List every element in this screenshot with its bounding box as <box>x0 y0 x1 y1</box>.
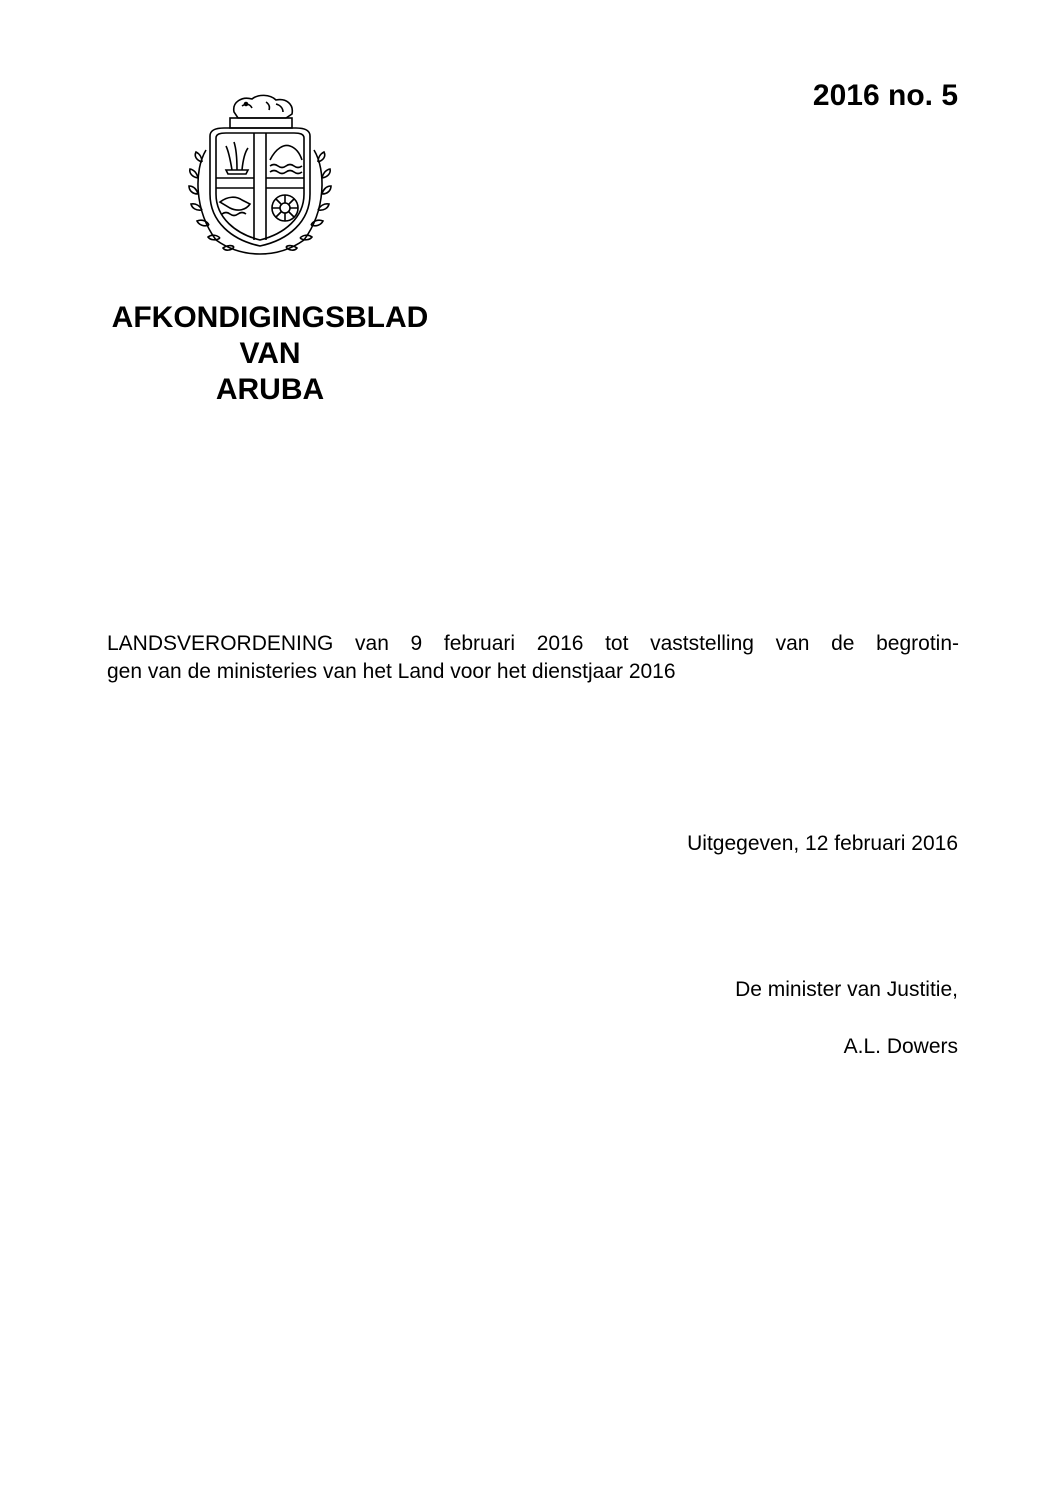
signatory-name: A.L. Dowers <box>843 1035 958 1058</box>
masthead-line-2: VAN <box>239 337 301 370</box>
masthead-line-3: ARUBA <box>215 373 325 406</box>
masthead-line-1: AFKONDIGINGSBLAD <box>111 301 429 334</box>
document-title-line-2: gen van de ministeries van het Land voor het dienstjaar 2016 <box>107 660 676 683</box>
document-title <box>107 630 959 686</box>
masthead <box>95 300 445 408</box>
minister-title: De minister van Justitie, <box>735 978 958 1001</box>
issued-date: Uitgegeven, 12 februari 2016 <box>687 832 958 855</box>
document-number: 2016 no. 5 <box>812 79 958 112</box>
document-title-line-1: LANDSVERORDENING van 9 februari 2016 tot vaststelling van de begrotin- <box>107 632 959 655</box>
coat-of-arms-icon <box>176 90 344 258</box>
